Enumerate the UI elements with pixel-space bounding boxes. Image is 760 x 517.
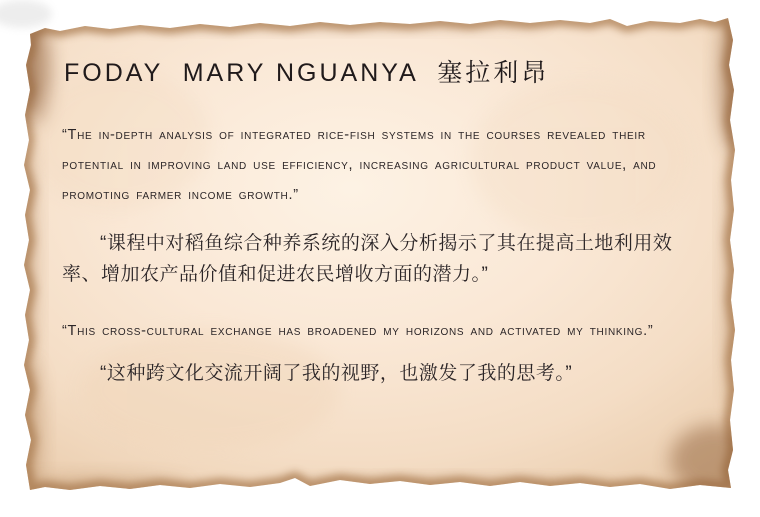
corner-smudge [0, 0, 52, 28]
card-content [62, 56, 704, 389]
quote-chinese-2: “这种跨文化交流开阔了我的视野，也激发了我的思考。” [100, 363, 573, 384]
quote-chinese-1: “课程中对稻鱼综合种养系统的深入分析揭示了其在提高土地利用效率、增加农产品价值和促进农民增收方面的潜力。” [62, 233, 673, 285]
quote-english-2: “This cross-cultural exchange has broadened my horizons and activated my thinking.” [62, 323, 654, 339]
page-title: FODAY MARY NGUANYA 塞拉利昂 [64, 59, 550, 87]
quote-english-1: “The in-depth analysis of integrated rice-fish systems in the courses revealed their potential in improving land use efficiency, increasing agricultural product value, and promoting farmer income growth.” [62, 127, 657, 203]
